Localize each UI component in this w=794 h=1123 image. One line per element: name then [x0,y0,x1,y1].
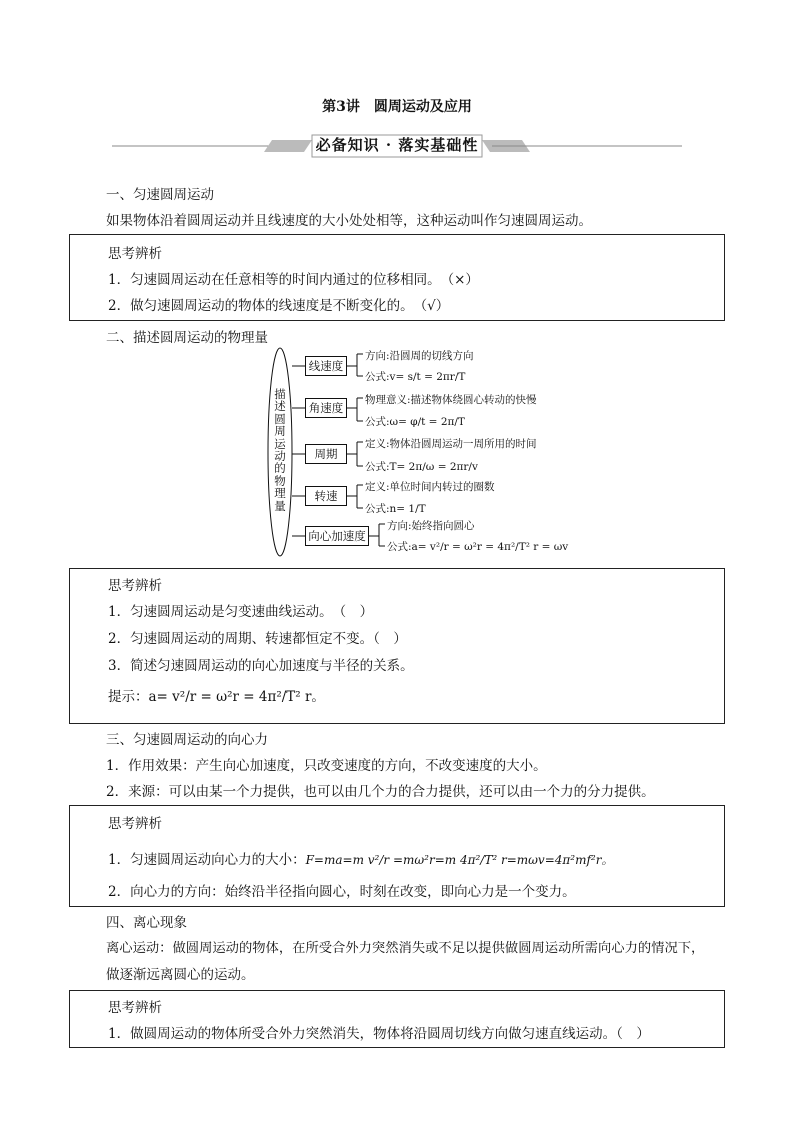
paragraph-source: 2．来源：可以由某一个力提供，也可以由几个力的合力提供，还可以由一个力的分力提供。 [106,784,655,800]
think-item [108,848,613,868]
node-period: 周期 [305,444,347,464]
node-rotation-speed-line1: 定义:单位时间内转过的圈数 [365,481,495,493]
think-box-3 [69,805,725,907]
node-angular-velocity-line1: 物理意义:描述物体绕圆心转动的快慢 [365,394,537,406]
page-title: 第3讲 圆周运动及应用 [322,99,472,115]
node-centripetal-acceleration-line1: 方向:始终指向圆心 [387,520,475,532]
node-angular-velocity-line2: 公式:ω= φ/t = 2π/T [365,416,465,428]
node-period-line2: 公式:T= 2π/ω = 2πr/v [365,461,478,473]
think-box-2 [69,568,725,724]
node-period-line1: 定义:物体沿圆周运动一周所用的时间 [365,438,537,450]
think-box-title: 思考辨析 [108,816,162,832]
paragraph-centrifugal-1: 离心运动：做圆周运动的物体，在所受合外力突然消失或不足以提供做圆周运动所需向心力的情况下， [106,941,705,956]
node-rotation-speed-line2: 公式:n= 1/T [365,503,426,515]
think-hint: 提示：a= v²/r = ω²r = 4π²/T² r。 [108,689,325,705]
section-heading-centrifugal: 四、离心现象 [106,915,187,931]
think-item: 1．匀速圆周运动是匀变速曲线运动。 （ ） [108,604,374,620]
think-box-title: 思考辨析 [108,1000,162,1016]
think-item: 2．向心力的方向：始终沿半径指向圆心，时刻在改变，即向心力是一个变力。 [108,884,576,900]
think-item: 1．做圆周运动的物体所受合外力突然消失，物体将沿圆周切线方向做匀速直线运动。（ ） [108,1026,650,1042]
node-linear-velocity: 线速度 [305,356,347,376]
think-box-4 [69,990,725,1048]
paragraph-centrifugal-2: 做逐渐远离圆心的运动。 [106,967,255,983]
node-angular-velocity: 角速度 [305,398,347,418]
think-item: 3．简述匀速圆周运动的向心加速度与半径的关系。 [108,658,414,674]
section-heading-quantities: 二、描述圆周运动的物理量 [106,330,268,346]
think-box-title: 思考辨析 [108,246,162,262]
diagram-root-label: 描 述 圆 周 运 动 的 物 理 量 [274,387,286,513]
think-item: 2．匀速圆周运动的周期、转速都恒定不变。（ ） [108,631,407,647]
force-formula: F=ma=m v²/r =mω²r=m 4π²/T² r=mωv=4π²mf²r。 [305,853,614,867]
node-centripetal-acceleration: 向心加速度 [305,526,369,546]
paragraph-effect: 1．作用效果：产生向心加速度，只改变速度的方向，不改变速度的大小。 [106,758,547,774]
node-centripetal-acceleration-line2: 公式:a= v²/r = ω²r = 4π²/T² r = ωv [387,541,569,553]
section-heading-centripetal-force: 三、匀速圆周运动的向心力 [106,732,268,748]
node-linear-velocity-line1: 方向:沿圆周的切线方向 [365,350,474,362]
section-heading-uniform-circular: 一、匀速圆周运动 [106,187,214,203]
think-item: 2．做匀速圆周运动的物体的线速度是不断变化的。 （√） [108,298,450,314]
quantities-diagram [265,346,569,558]
node-linear-velocity-line2: 公式:v= s/t = 2πr/T [365,371,466,383]
think-item-prefix: 1．匀速圆周运动向心力的大小： [108,852,306,868]
think-box-1 [69,234,725,321]
think-item: 1．匀速圆周运动在任意相等的时间内通过的位移相同。 （×） [108,272,479,288]
paragraph-definition: 如果物体沿着圆周运动并且线速度的大小处处相等，这种运动叫作匀速圆周运动。 [106,213,592,229]
node-rotation-speed: 转速 [305,486,347,506]
think-box-title: 思考辨析 [108,578,162,594]
section-banner-label: 必备知识 · 落实基础性 [315,136,479,154]
